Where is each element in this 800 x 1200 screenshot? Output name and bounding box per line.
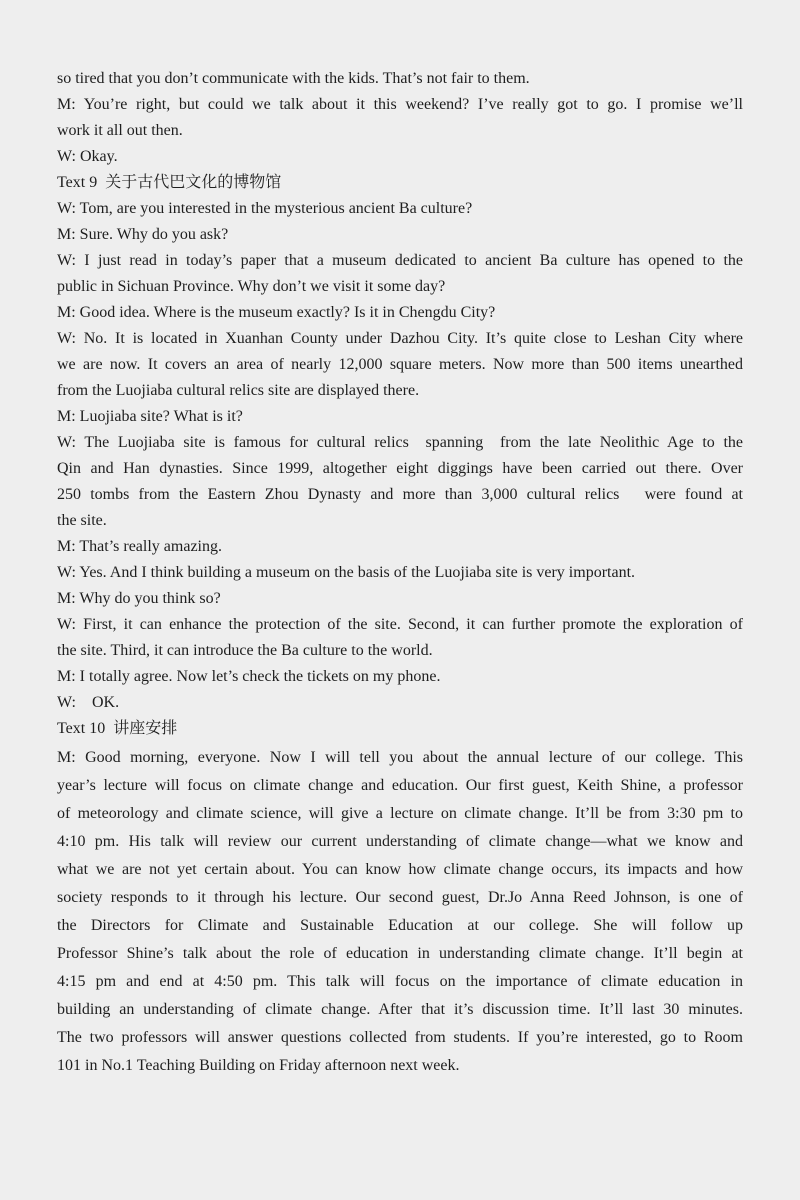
transcript-line: year’s lecture will focus on climate change and education. Our first guest, Keith Shine, a professor [57, 777, 743, 794]
transcript-line: M: Good idea. Where is the museum exactly? Is it in Chengdu City? [57, 304, 496, 321]
transcript-line: W: OK. [57, 694, 120, 711]
transcript-line: M: Sure. Why do you ask? [57, 226, 229, 243]
section-heading: Text 9 关于古代巴文化的博物馆 [57, 174, 282, 191]
transcript-line: W: The Luojiaba site is famous for cultural relics spanning from the late Neolithic Age to the [57, 434, 743, 451]
transcript-line: W: I just read in today’s paper that a museum dedicated to ancient Ba culture has opened to the [57, 252, 743, 269]
transcript-line: public in Sichuan Province. Why don’t we visit it some day? [57, 278, 446, 295]
transcript-line: 250 tombs from the Eastern Zhou Dynasty and more than 3,000 cultural relics were found at [57, 486, 743, 503]
transcript-line: 4:10 pm. His talk will review our current understanding of climate change—what we know and [57, 833, 743, 850]
transcript-line: society responds to it through his lecture. Our second guest, Dr.Jo Anna Reed Johnson, is one of [57, 889, 743, 906]
transcript-line: M: That’s really amazing. [57, 538, 222, 555]
transcript-line: M: You’re right, but could we talk about it this weekend? I’ve really got to go. I promise we’ll [57, 96, 743, 113]
transcript-line: M: Good morning, everyone. Now I will tell you about the annual lecture of our college. This [57, 749, 743, 766]
transcript-line: work it all out then. [57, 122, 183, 139]
transcript-line: building an understanding of climate change. After that it’s discussion time. It’ll last 30 minutes. [57, 1001, 743, 1018]
transcript-line: we are now. It covers an area of nearly 12,000 square meters. Now more than 500 items unearthed [57, 356, 743, 373]
transcript-line: what we are not yet certain about. You can know how climate change occurs, its impacts and how [57, 861, 743, 878]
transcript-line: 4:15 pm and end at 4:50 pm. This talk will focus on the importance of climate education in [57, 973, 743, 990]
transcript-line: Qin and Han dynasties. Since 1999, altogether eight diggings have been carried out there. Over [57, 460, 743, 477]
section-heading: Text 10 讲座安排 [57, 720, 178, 737]
transcript-line: W: Okay. [57, 148, 118, 165]
transcript-line: Professor Shine’s talk about the role of education in understanding climate change. It’ll begin at [57, 945, 743, 962]
transcript-line: M: Luojiaba site? What is it? [57, 408, 243, 425]
transcript-line: of meteorology and climate science, will give a lecture on climate change. It’ll be from 3:30 pm to [57, 805, 743, 822]
transcript-line: the site. [57, 512, 107, 529]
transcript-line: W: No. It is located in Xuanhan County under Dazhou City. It’s quite close to Leshan City where [57, 330, 743, 347]
transcript-line: from the Luojiaba cultural relics site are displayed there. [57, 382, 420, 399]
transcript-line: 101 in No.1 Teaching Building on Friday afternoon next week. [57, 1057, 460, 1074]
transcript-line: W: First, it can enhance the protection of the site. Second, it can further promote the exploration of [57, 616, 743, 633]
transcript-section [57, 66, 743, 742]
transcript-line: so tired that you don’t communicate with the kids. That’s not fair to them. [57, 70, 530, 87]
transcript-section [57, 744, 743, 1080]
transcript-line: M: Why do you think so? [57, 590, 221, 607]
transcript-line: The two professors will answer questions collected from students. If you’re interested, go to Room [57, 1029, 743, 1046]
transcript-line: W: Tom, are you interested in the mysterious ancient Ba culture? [57, 200, 473, 217]
transcript-line: the Directors for Climate and Sustainable Education at our college. She will follow up [57, 917, 743, 934]
transcript-line: M: I totally agree. Now let’s check the tickets on my phone. [57, 668, 441, 685]
transcript-line: the site. Third, it can introduce the Ba culture to the world. [57, 642, 433, 659]
transcript-line: W: Yes. And I think building a museum on the basis of the Luojiaba site is very important. [57, 564, 636, 581]
